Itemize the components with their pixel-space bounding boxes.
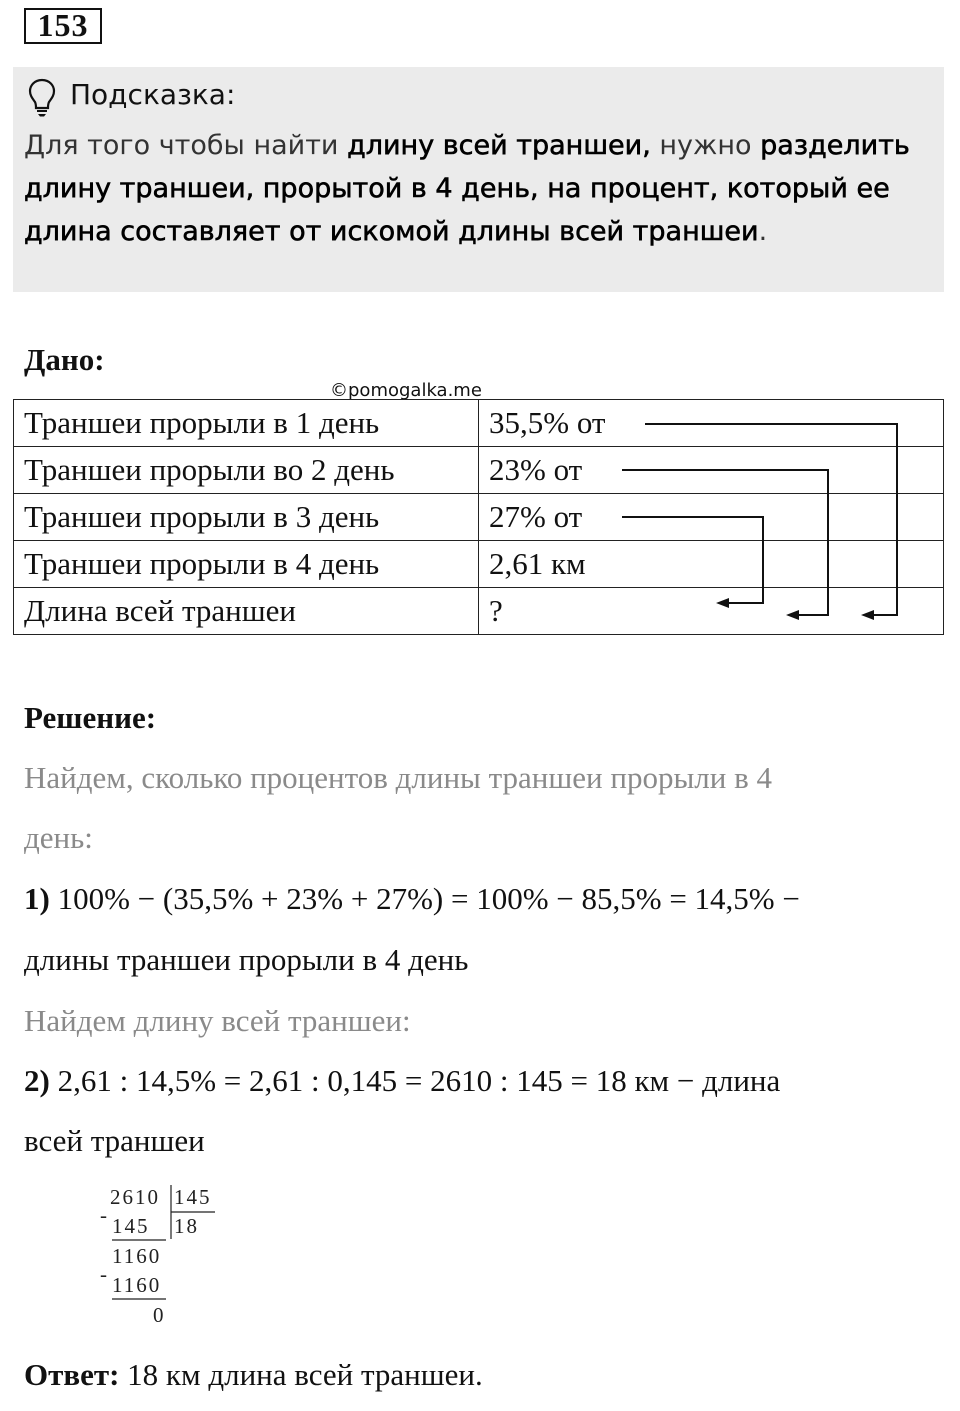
hint-segment: . xyxy=(758,216,768,247)
answer-label: Ответ: xyxy=(24,1357,120,1392)
division-subtrahend-1: 145 xyxy=(112,1214,150,1238)
hint-segment-bold: длину всей траншеи, xyxy=(347,130,651,161)
hint-box xyxy=(13,67,944,292)
hint-segment-bold: разделить длину траншеи, прорытой в 4 день, на процент, который ее длина составляет от искомой длины всей траншеи xyxy=(24,130,910,247)
table-row xyxy=(14,494,944,541)
given-title: Дано: xyxy=(24,342,105,377)
step-text: 2,61 : 14,5% = 2,61 : 0,145 = 2610 : 145 = 18 км − длина xyxy=(49,1063,781,1098)
solution-step-1b: длины траншеи прорыли в 4 день xyxy=(24,942,469,977)
step-number: 1) xyxy=(24,881,50,916)
row-value: ? xyxy=(479,588,944,635)
row-label: Траншеи прорыли в 1 день xyxy=(14,400,479,447)
row-label: Длина всей траншеи xyxy=(14,588,479,635)
solution-intro-1a: Найдем, сколько процентов длины траншеи прорыли в 4 xyxy=(24,760,772,795)
row-label: Траншеи прорыли в 3 день xyxy=(14,494,479,541)
row-value: 23% от xyxy=(479,447,944,494)
long-division xyxy=(100,1183,230,1333)
row-label: Траншеи прорыли в 4 день xyxy=(14,541,479,588)
division-remainder-1: 1160 xyxy=(112,1244,162,1268)
task-number: 153 xyxy=(24,8,102,44)
step-number: 2) xyxy=(24,1063,50,1098)
solution-step-1a xyxy=(24,881,800,917)
row-value: 27% от xyxy=(479,494,944,541)
solution-step-2b: всей траншеи xyxy=(24,1123,205,1158)
hint-segment: Для того чтобы найти xyxy=(24,130,348,161)
table-row xyxy=(14,541,944,588)
lightbulb-icon xyxy=(27,77,57,117)
hint-segment: нужно xyxy=(650,130,761,161)
row-value: 2,61 км xyxy=(479,541,944,588)
solution-title: Решение: xyxy=(24,700,157,735)
row-label: Траншеи прорыли во 2 день xyxy=(14,447,479,494)
solution-intro-1b: день: xyxy=(24,820,93,855)
hint-text xyxy=(24,124,929,253)
hint-title: Подсказка: xyxy=(70,78,236,111)
division-result: 0 xyxy=(153,1303,166,1327)
table-row xyxy=(14,400,944,447)
division-minus: - xyxy=(100,1262,109,1286)
division-lines xyxy=(100,1183,230,1333)
answer xyxy=(24,1357,483,1393)
given-table xyxy=(13,399,944,635)
division-minus: - xyxy=(100,1203,109,1227)
division-subtrahend-2: 1160 xyxy=(112,1273,162,1297)
division-dividend: 2610 xyxy=(110,1185,160,1209)
step-text: 100% − (35,5% + 23% + 27%) = 100% − 85,5% = 14,5% − xyxy=(49,881,800,916)
solution-intro-2: Найдем длину всей траншеи: xyxy=(24,1003,411,1038)
division-divisor: 145 xyxy=(174,1185,212,1209)
solution-step-2a xyxy=(24,1063,780,1099)
division-quotient: 18 xyxy=(174,1214,199,1238)
table-row xyxy=(14,447,944,494)
table-row xyxy=(14,588,944,635)
row-value: 35,5% от xyxy=(479,400,944,447)
watermark: ©pomogalka.me xyxy=(330,380,482,401)
answer-text: 18 км длина всей траншеи. xyxy=(119,1357,483,1392)
